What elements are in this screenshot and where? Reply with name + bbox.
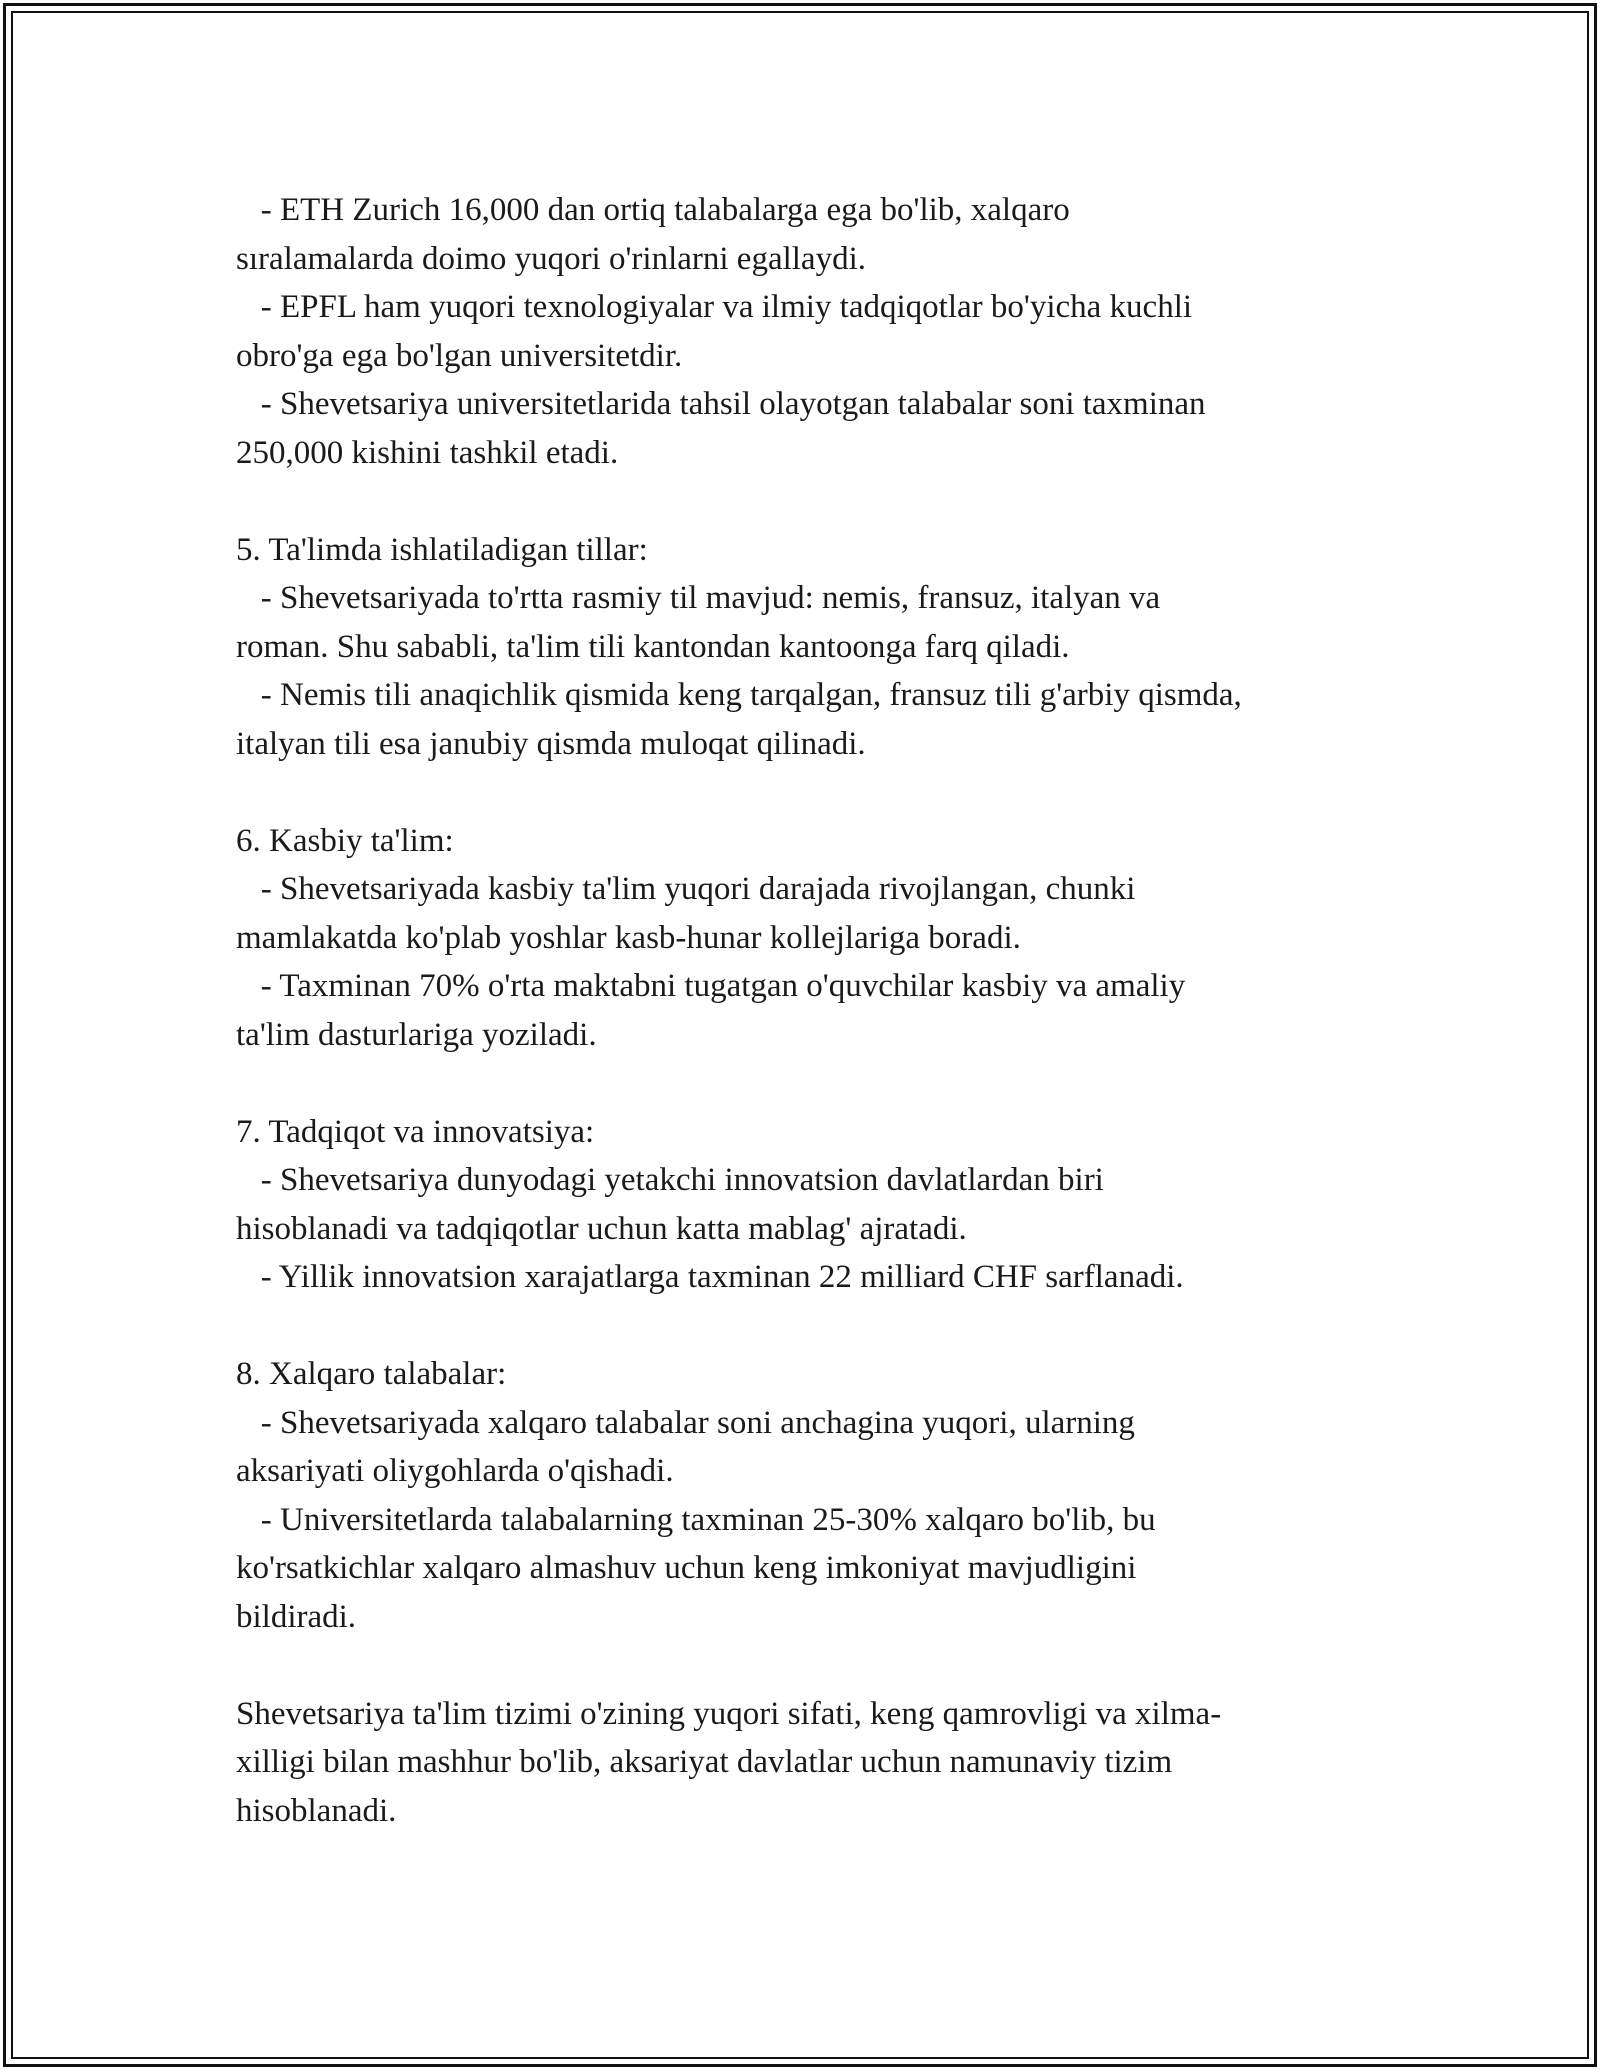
text-line: roman. Shu sababli, ta'lim tili kantondan kantoonga farq qiladi.: [236, 628, 1070, 665]
intro-point: [236, 186, 1376, 283]
text-line: aksariyati oliygohlarda o'qishadi.: [236, 1453, 674, 1489]
text-line: - Nemis tili anaqichlik qismida keng tarqalgan, fransuz tili g'arbiy qismda,: [236, 677, 1242, 713]
text-line: Shevetsariya ta'lim tizimi o'zining yuqori sifati, keng qamrovligi va xilma-: [236, 1695, 1222, 1732]
text-line: ta'lim dasturlariga yoziladi.: [236, 1016, 597, 1053]
text-line: sıralamalarda doimo yuqori o'rinlarni egallaydi.: [236, 240, 866, 277]
text-line: hisoblanadi va tadqiqotlar uchun katta mablag' ajratadi.: [236, 1210, 967, 1247]
text-line: obro'ga ega bo'lgan universitetdir.: [236, 337, 683, 374]
section-heading: 7. Tadqiqot va innovatsiya:: [236, 1113, 595, 1150]
text-line: - Shevetsariyada xalqaro talabalar soni anchagina yuqori, ularning: [236, 1404, 1135, 1441]
conclusion-paragraph: [236, 1690, 1376, 1836]
text-line: - Shevetsariya dunyodagi yetakchi innovatsion davlatlardan biri: [236, 1162, 1104, 1198]
text-line: - Universitetlarda talabalarning taxminan 25-30% xalqaro bo'lib, bu: [236, 1501, 1156, 1538]
text-line: italyan tili esa janubiy qismda muloqat qilinadi.: [236, 725, 866, 762]
document-body: [236, 186, 1376, 1835]
text-line: - Yillik innovatsion xarajatlarga taxminan 22 milliard CHF sarflanadi.: [236, 1259, 1184, 1295]
text-line: xilligi bilan mashhur bo'lib, aksariyat davlatlar uchun namunaviy tizim: [236, 1744, 1173, 1780]
intro-point: [236, 380, 1376, 477]
text-line: hisoblanadi.: [236, 1792, 397, 1829]
section-heading: 5. Ta'limda ishlatiladigan tillar:: [236, 531, 648, 568]
section-heading: 6. Kasbiy ta'lim:: [236, 822, 454, 859]
text-line: mamlakatda ko'plab yoshlar kasb-hunar kollejlariga boradi.: [236, 919, 1021, 956]
intro-point: [236, 283, 1376, 380]
section-research: [236, 1108, 1376, 1302]
section-languages: [236, 526, 1376, 769]
text-line: - Taxminan 70% o'rta maktabni tugatgan o'quvchilar kasbiy va amaliy: [236, 968, 1186, 1004]
text-line: ko'rsatkichlar xalqaro almashuv uchun keng imkoniyat mavjudligini: [236, 1550, 1137, 1586]
text-line: - Shevetsariya universitetlarida tahsil olayotgan talabalar soni taxminan: [236, 386, 1206, 422]
text-line: - Shevetsariyada to'rtta rasmiy til mavjud: nemis, fransuz, italyan va: [236, 580, 1161, 616]
section-heading: 8. Xalqaro talabalar:: [236, 1356, 507, 1392]
text-line: - ETH Zurich 16,000 dan ortiq talabalarga ega bo'lib, xalqaro: [236, 192, 1070, 228]
section-vocational: [236, 817, 1376, 1060]
text-line: 250,000 kishini tashkil etadi.: [236, 434, 619, 471]
section-international: [236, 1350, 1376, 1641]
text-line: bildiradi.: [236, 1598, 357, 1635]
text-line: - EPFL ham yuqori texnologiyalar va ilmiy tadqiqotlar bo'yicha kuchli: [236, 289, 1193, 325]
text-line: - Shevetsariyada kasbiy ta'lim yuqori darajada rivojlangan, chunki: [236, 871, 1136, 907]
